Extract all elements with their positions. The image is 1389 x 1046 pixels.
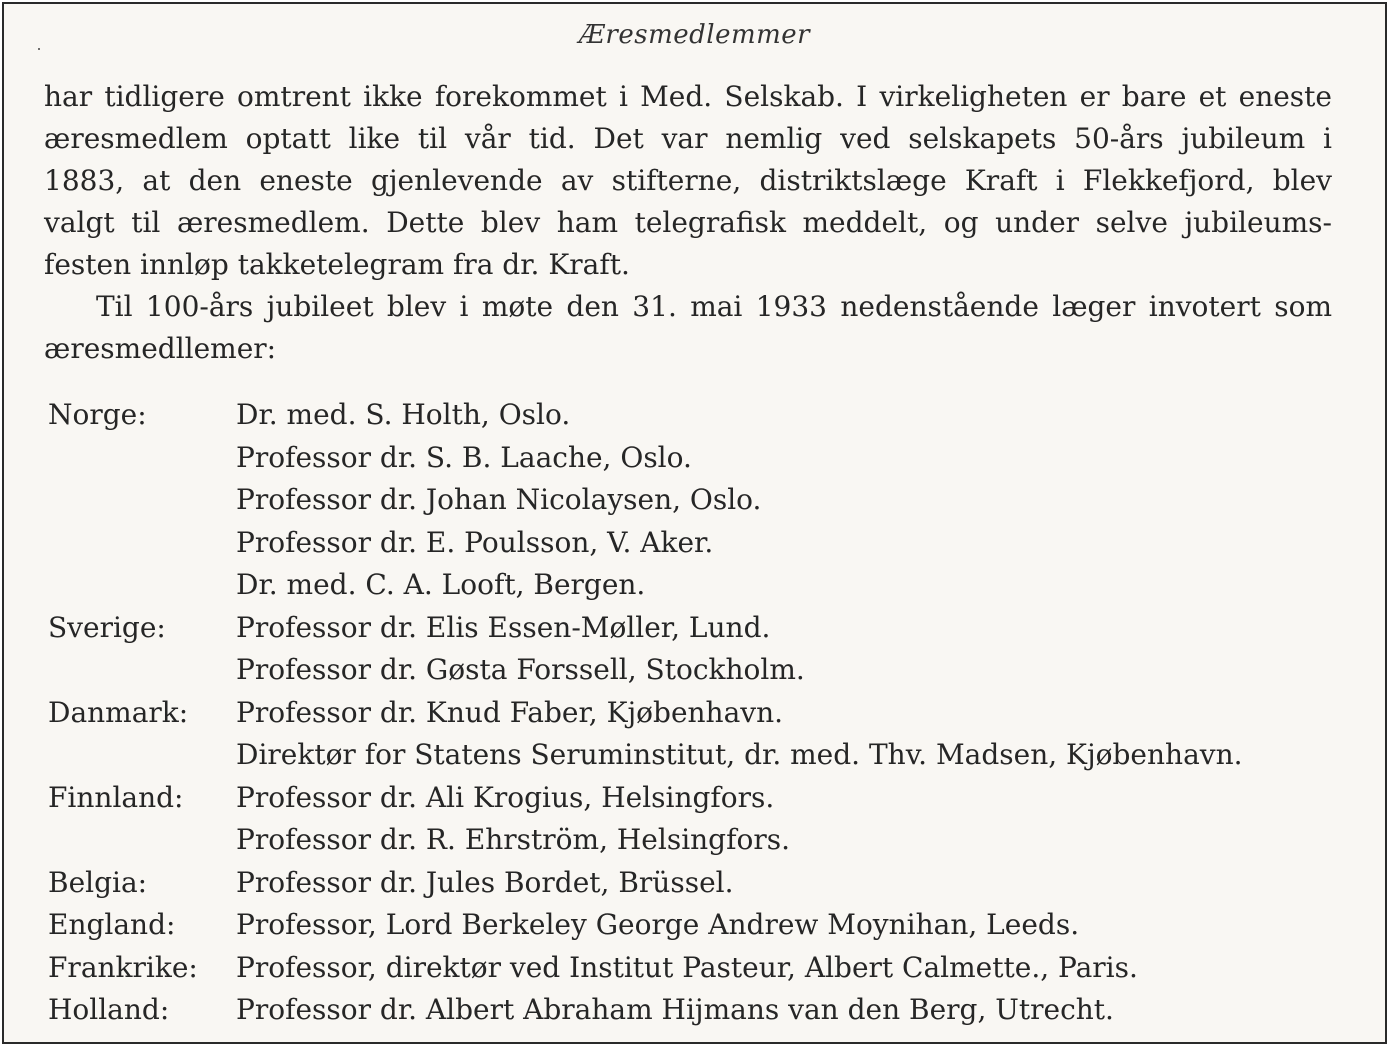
- member-row: [48, 819, 1368, 862]
- member-row: [48, 692, 1368, 735]
- member-name: Professor dr. Gøsta Forssell, Stockholm.: [236, 653, 805, 686]
- member-row: [48, 607, 1368, 650]
- intro-paragraph: [44, 76, 1332, 286]
- member-row: [48, 394, 1368, 437]
- member-name: Professor dr. Albert Abraham Hijmans van den Berg, Utrecht.: [236, 993, 1114, 1026]
- paragraph-line: har tidligere omtrent ikke forekommet i Med. Selskab. I virkeligheten er bare et eneste: [44, 80, 1332, 113]
- member-name: Professor dr. Elis Essen-Møller, Lund.: [236, 610, 771, 644]
- country-label: Frankrike:: [48, 950, 198, 984]
- paragraph-line: æresmedlem optatt like til vår tid. Det var nemlig ved selskapets 50-års jubileum i: [44, 122, 1332, 155]
- member-name: Dr. med. S. Holth, Oslo.: [236, 398, 571, 431]
- member-name: Professor dr. Jules Bordet, Brüssel.: [236, 865, 734, 899]
- jubilee-paragraph: [44, 286, 1332, 370]
- member-row: [48, 947, 1368, 990]
- member-row: [48, 437, 1368, 480]
- member-name: Professor dr. Knud Faber, Kjøbenhavn.: [236, 695, 784, 729]
- member-name: Professor dr. R. Ehrström, Helsingfors.: [236, 823, 790, 856]
- country-label: Danmark:: [48, 695, 189, 729]
- paragraph-line: æresmedllemer:: [44, 332, 277, 365]
- member-row: [48, 479, 1368, 522]
- member-name: Professor, direktør ved Institut Pasteur, Albert Calmette., Paris.: [236, 950, 1138, 984]
- book-page: [4, 4, 1385, 1042]
- member-name: Professor dr. Ali Krogius, Helsingfors.: [236, 780, 775, 814]
- running-header: Æresmedlemmer: [578, 20, 811, 50]
- country-label: Norge:: [48, 398, 147, 431]
- paragraph-line: valgt til æresmedlem. Dette blev ham telegrafisk meddelt, og under selve jubileums-: [44, 206, 1332, 239]
- country-label: Holland:: [48, 993, 170, 1026]
- paragraph-line: festen innløp takketelegram fra dr. Kraft.: [44, 248, 630, 281]
- member-name: Direktør for Statens Seruminstitut, dr. med. Thv. Madsen, Kjøbenhavn.: [236, 738, 1243, 771]
- country-label: Belgia:: [48, 865, 148, 899]
- paragraph-line: Til 100-års jubileet blev i møte den 31. mai 1933 nedenstående læger invotert som: [96, 290, 1332, 323]
- member-row: [48, 734, 1368, 777]
- document-frame: [2, 2, 1387, 1044]
- member-row: [48, 564, 1368, 607]
- honorary-members-list: [48, 394, 1368, 1032]
- member-row: [48, 522, 1368, 565]
- member-name: Professor dr. S. B. Laache, Oslo.: [236, 440, 692, 474]
- member-name: Dr. med. C. A. Looft, Bergen.: [236, 568, 646, 601]
- member-row: [48, 777, 1368, 820]
- member-name: Professor dr. Johan Nicolaysen, Oslo.: [236, 483, 762, 516]
- member-name: Professor, Lord Berkeley George Andrew Moynihan, Leeds.: [236, 908, 1080, 941]
- paragraph-line: 1883, at den eneste gjenlevende av stifterne, distriktslæge Kraft i Flekkefjord, blev: [44, 164, 1332, 197]
- member-row: [48, 649, 1368, 692]
- member-row: [48, 862, 1368, 905]
- country-label: Sverige:: [48, 610, 166, 644]
- member-row: [48, 989, 1368, 1032]
- country-label: Finnland:: [48, 780, 184, 814]
- member-name: Professor dr. E. Poulsson, V. Aker.: [236, 525, 714, 559]
- country-label: England:: [48, 908, 176, 941]
- member-row: [48, 904, 1368, 947]
